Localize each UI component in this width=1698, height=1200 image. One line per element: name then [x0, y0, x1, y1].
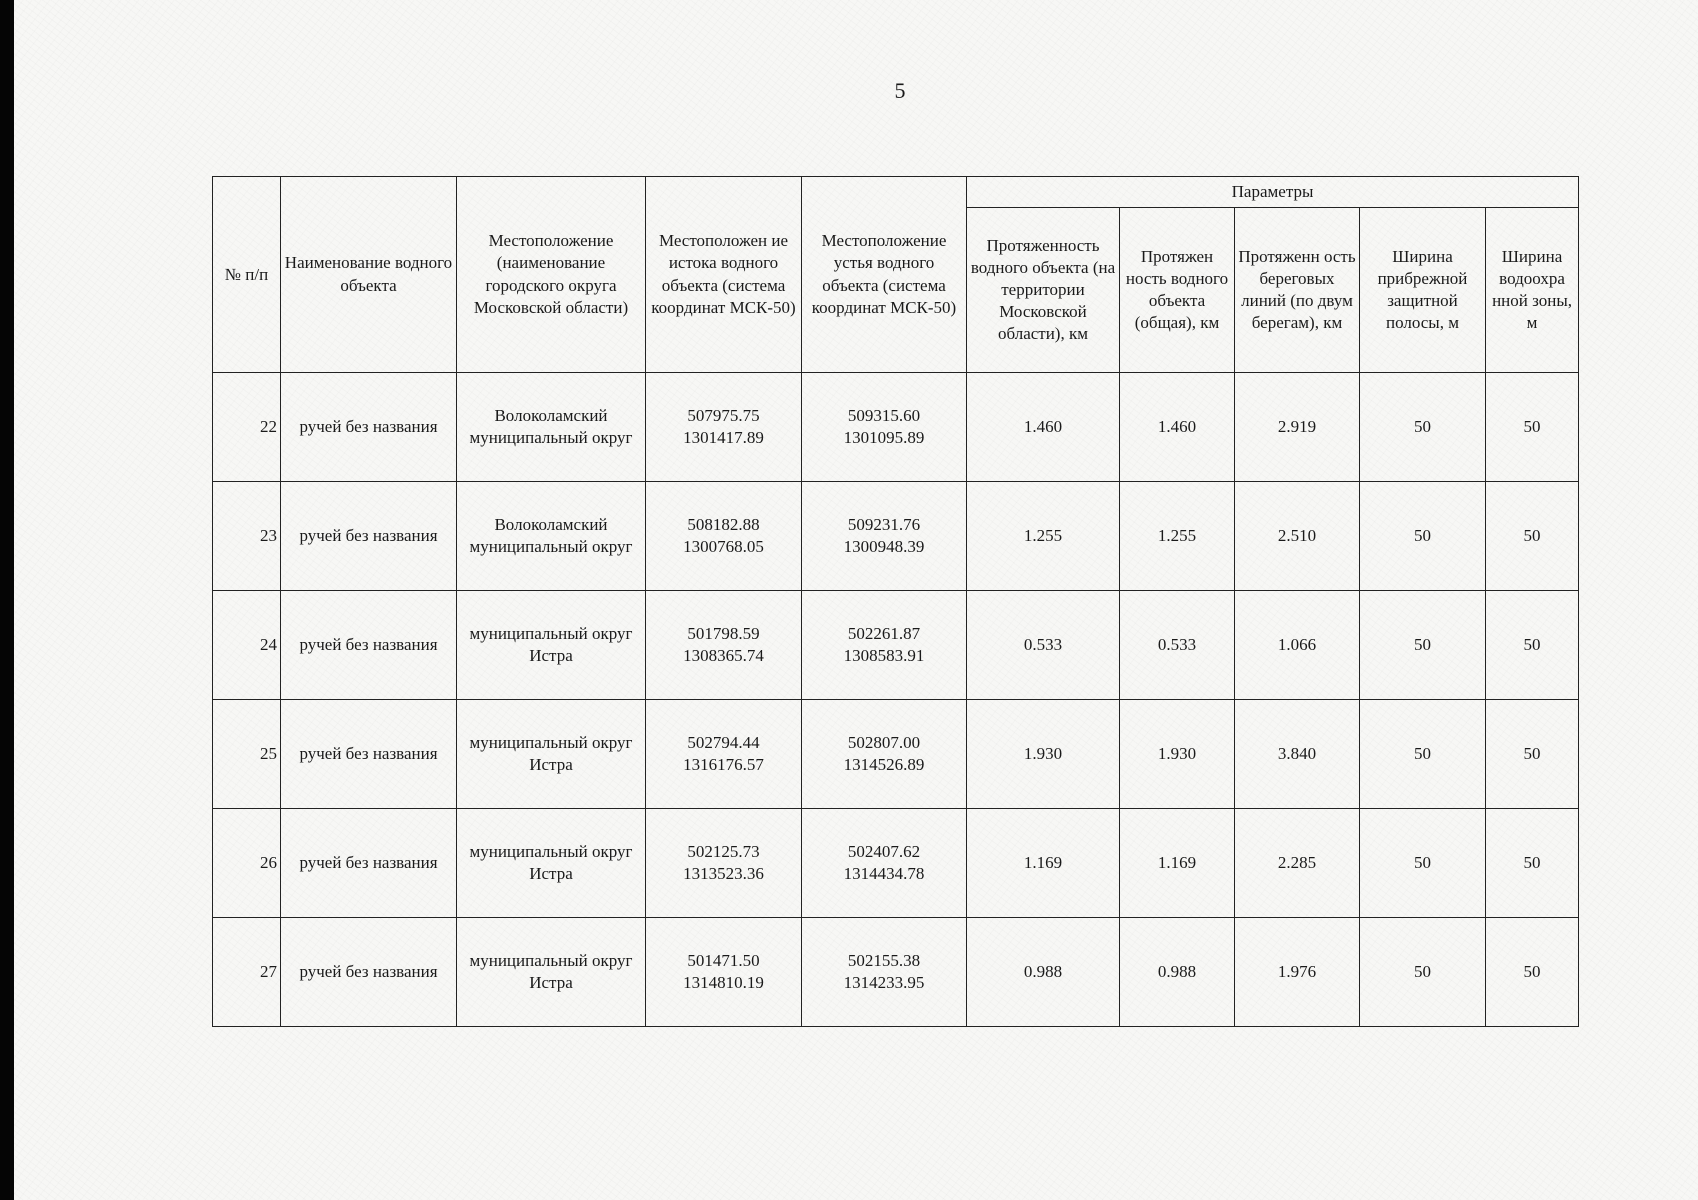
object-location: муниципальный округ Истра [457, 918, 646, 1027]
row-number: 25 [213, 700, 281, 809]
header-location: Местоположение (наименование городского округа Московской области) [457, 177, 646, 373]
mouth-y: 1314434.78 [843, 864, 925, 884]
header-length-total: Протяжен ность водного объекта (общая), км [1120, 208, 1235, 373]
table-row [213, 482, 1579, 591]
source-x: 502794.44 [687, 733, 760, 752]
header-shoreline: Протяженн ость береговых линий (по двум берегам), км [1235, 208, 1360, 373]
mouth-coordinates [802, 809, 967, 918]
object-name: ручей без названия [281, 918, 457, 1027]
mouth-y: 1314526.89 [843, 755, 925, 775]
table-row [213, 700, 1579, 809]
mouth-coordinates [802, 373, 967, 482]
source-y: 1316176.57 [683, 755, 764, 775]
length-total-value: 1.169 [1120, 809, 1235, 918]
header-num: № п/п [213, 177, 281, 373]
source-y: 1300768.05 [683, 537, 764, 557]
table-row [213, 918, 1579, 1027]
water-objects-table [212, 176, 1579, 1027]
source-y: 1313523.36 [683, 864, 764, 884]
length-total-value: 1.255 [1120, 482, 1235, 591]
mouth-x: 502807.00 [847, 733, 921, 752]
mouth-y: 1308583.91 [843, 646, 925, 666]
mouth-x: 502155.38 [847, 951, 921, 970]
header-source: Местоположен ие истока водного объекта (система координат МСК-50) [646, 177, 802, 373]
header-name: Наименование водного объекта [281, 177, 457, 373]
mouth-coordinates [802, 482, 967, 591]
source-coordinates [646, 482, 802, 591]
row-number: 26 [213, 809, 281, 918]
water-zone-value: 50 [1486, 482, 1579, 591]
object-name: ручей без названия [281, 809, 457, 918]
mouth-coordinates [802, 700, 967, 809]
source-coordinates [646, 591, 802, 700]
object-name: ручей без названия [281, 591, 457, 700]
mouth-x: 502261.87 [847, 624, 921, 643]
length-total-value: 0.988 [1120, 918, 1235, 1027]
shoreline-value: 3.840 [1235, 700, 1360, 809]
length-total-value: 1.460 [1120, 373, 1235, 482]
water-zone-value: 50 [1486, 591, 1579, 700]
shoreline-value: 1.066 [1235, 591, 1360, 700]
header-params-group: Параметры [967, 177, 1579, 208]
scan-dark-edge [0, 0, 14, 1200]
source-y: 1301417.89 [683, 428, 764, 448]
object-name: ручей без названия [281, 482, 457, 591]
mouth-x: 509231.76 [847, 515, 921, 534]
length-total-value: 1.930 [1120, 700, 1235, 809]
header-mouth: Местоположение устья водного объекта (система координат МСК-50) [802, 177, 967, 373]
object-location: Волоколамский муниципальный округ [457, 373, 646, 482]
mouth-coordinates [802, 591, 967, 700]
shoreline-value: 2.510 [1235, 482, 1360, 591]
mouth-y: 1301095.89 [843, 428, 925, 448]
water-zone-value: 50 [1486, 918, 1579, 1027]
table-header-row [213, 177, 1579, 208]
header-length-region: Протяженность водного объекта (на территории Московской области), км [967, 208, 1120, 373]
length-region-value: 1.930 [967, 700, 1120, 809]
table-row [213, 373, 1579, 482]
object-name: ручей без названия [281, 700, 457, 809]
length-region-value: 1.169 [967, 809, 1120, 918]
coastal-strip-value: 50 [1360, 809, 1486, 918]
mouth-coordinates [802, 918, 967, 1027]
shoreline-value: 2.919 [1235, 373, 1360, 482]
row-number: 22 [213, 373, 281, 482]
header-water-zone: Ширина водоохра нной зоны, м [1486, 208, 1579, 373]
source-x: 501798.59 [687, 624, 760, 643]
object-location: Волоколамский муниципальный округ [457, 482, 646, 591]
source-coordinates [646, 809, 802, 918]
source-x: 507975.75 [687, 406, 760, 425]
document-page [14, 0, 1698, 1200]
row-number: 24 [213, 591, 281, 700]
source-coordinates [646, 373, 802, 482]
source-x: 502125.73 [687, 842, 760, 861]
object-location: муниципальный округ Истра [457, 809, 646, 918]
row-number: 23 [213, 482, 281, 591]
mouth-y: 1314233.95 [843, 973, 925, 993]
object-location: муниципальный округ Истра [457, 700, 646, 809]
coastal-strip-value: 50 [1360, 482, 1486, 591]
mouth-x: 509315.60 [847, 406, 921, 425]
object-location: муниципальный округ Истра [457, 591, 646, 700]
source-x: 508182.88 [687, 515, 760, 534]
source-y: 1308365.74 [683, 646, 764, 666]
length-region-value: 0.533 [967, 591, 1120, 700]
water-zone-value: 50 [1486, 373, 1579, 482]
object-name: ручей без названия [281, 373, 457, 482]
coastal-strip-value: 50 [1360, 591, 1486, 700]
source-x: 501471.50 [687, 951, 760, 970]
source-coordinates [646, 700, 802, 809]
length-region-value: 1.255 [967, 482, 1120, 591]
page-number: 5 [894, 78, 906, 103]
length-total-value: 0.533 [1120, 591, 1235, 700]
length-region-value: 1.460 [967, 373, 1120, 482]
shoreline-value: 2.285 [1235, 809, 1360, 918]
coastal-strip-value: 50 [1360, 700, 1486, 809]
length-region-value: 0.988 [967, 918, 1120, 1027]
header-coastal-strip: Ширина прибрежной защитной полосы, м [1360, 208, 1486, 373]
coastal-strip-value: 50 [1360, 373, 1486, 482]
table-row [213, 809, 1579, 918]
shoreline-value: 1.976 [1235, 918, 1360, 1027]
mouth-y: 1300948.39 [843, 537, 925, 557]
coastal-strip-value: 50 [1360, 918, 1486, 1027]
source-coordinates [646, 918, 802, 1027]
row-number: 27 [213, 918, 281, 1027]
water-zone-value: 50 [1486, 809, 1579, 918]
table-row [213, 591, 1579, 700]
mouth-x: 502407.62 [847, 842, 921, 861]
water-zone-value: 50 [1486, 700, 1579, 809]
source-y: 1314810.19 [683, 973, 764, 993]
